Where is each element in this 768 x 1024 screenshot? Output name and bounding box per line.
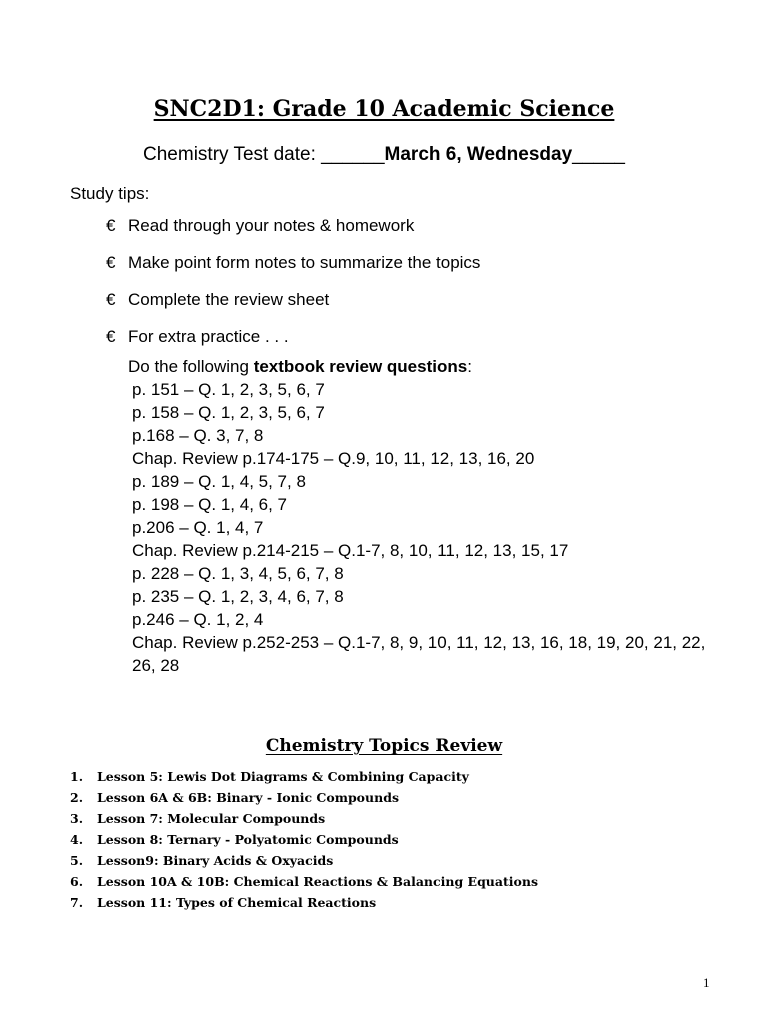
topic-number: 7. bbox=[70, 895, 84, 910]
topic-text: Lesson9: Binary Acids & Oxyacids bbox=[97, 853, 334, 868]
euro-bullet-icon: € bbox=[106, 327, 116, 346]
topic-item bbox=[70, 787, 538, 808]
review-questions-list bbox=[128, 378, 718, 677]
question-item: p. 228 – Q. 1, 3, 4, 5, 6, 7, 8 bbox=[132, 564, 344, 583]
topic-item bbox=[70, 871, 538, 892]
topic-item bbox=[70, 829, 538, 850]
question-item: p.206 – Q. 1, 4, 7 bbox=[132, 518, 264, 537]
question-item: p.168 – Q. 3, 7, 8 bbox=[132, 426, 264, 445]
question-item: p. 198 – Q. 1, 4, 6, 7 bbox=[132, 495, 287, 514]
question-item: Chap. Review p.214-215 – Q.1-7, 8, 10, 11, 12, 13, 15, 17 bbox=[132, 541, 569, 560]
question-item: Chap. Review p.174-175 – Q.9, 10, 11, 12, 13, 16, 20 bbox=[132, 449, 535, 468]
topic-item bbox=[70, 766, 538, 787]
topic-number: 3. bbox=[70, 811, 84, 826]
question-item: Chap. Review p.252-253 – Q.1-7, 8, 9, 10, 11, 12, 13, 16, 18, 19, 20, 21, 22, 26, 28 bbox=[132, 633, 706, 675]
practice-intro bbox=[128, 355, 718, 378]
practice-section bbox=[128, 355, 718, 677]
question-item: p.246 – Q. 1, 2, 4 bbox=[132, 610, 264, 629]
topic-number: 4. bbox=[70, 832, 84, 847]
study-tip bbox=[106, 253, 480, 290]
euro-bullet-icon: € bbox=[106, 290, 116, 309]
topic-number: 6. bbox=[70, 874, 84, 889]
topics-heading: Chemistry Topics Review bbox=[265, 736, 503, 757]
topic-item bbox=[70, 892, 538, 913]
topic-number: 2. bbox=[70, 790, 84, 805]
topic-item bbox=[70, 850, 538, 871]
study-tip-text: Complete the review sheet bbox=[128, 290, 330, 309]
test-date-label: Chemistry Test date: ______ bbox=[143, 144, 385, 165]
topic-text: Lesson 7: Molecular Compounds bbox=[97, 811, 326, 826]
document-title: SNC2D1: Grade 10 Academic Science bbox=[153, 96, 615, 122]
study-tip-text: Make point form notes to summarize the topics bbox=[128, 253, 481, 272]
practice-intro-bold: textbook review questions bbox=[253, 357, 468, 376]
study-tip-text: For extra practice . . . bbox=[128, 327, 289, 346]
euro-bullet-icon: € bbox=[106, 216, 116, 235]
question-item: p. 158 – Q. 1, 2, 3, 5, 6, 7 bbox=[132, 403, 325, 422]
topic-text: Lesson 11: Types of Chemical Reactions bbox=[97, 895, 377, 910]
test-date-value: March 6, Wednesday bbox=[384, 144, 573, 165]
topic-text: Lesson 5: Lewis Dot Diagrams & Combining Capacity bbox=[97, 769, 469, 784]
test-date-line bbox=[0, 144, 768, 166]
practice-intro-suffix: : bbox=[467, 357, 472, 376]
topics-list bbox=[70, 766, 538, 913]
page-number: 1 bbox=[703, 975, 710, 990]
question-item: p. 151 – Q. 1, 2, 3, 5, 6, 7 bbox=[132, 380, 325, 399]
study-tip bbox=[106, 216, 480, 253]
study-tip-text: Read through your notes & homework bbox=[128, 216, 415, 235]
practice-intro-prefix: Do the following bbox=[128, 357, 254, 376]
study-tips-list bbox=[106, 216, 480, 364]
test-date-trailing: _____ bbox=[572, 144, 625, 165]
topic-number: 5. bbox=[70, 853, 84, 868]
topic-text: Lesson 6A & 6B: Binary - Ionic Compounds bbox=[97, 790, 399, 805]
topic-text: Lesson 10A & 10B: Chemical Reactions & Balancing Equations bbox=[97, 874, 538, 889]
topic-number: 1. bbox=[70, 769, 84, 784]
study-tip bbox=[106, 290, 480, 327]
euro-bullet-icon: € bbox=[106, 253, 116, 272]
topic-item bbox=[70, 808, 538, 829]
study-tips-label: Study tips: bbox=[70, 184, 150, 203]
topic-text: Lesson 8: Ternary - Polyatomic Compounds bbox=[97, 832, 399, 847]
question-item: p. 235 – Q. 1, 2, 3, 4, 6, 7, 8 bbox=[132, 587, 344, 606]
question-item: p. 189 – Q. 1, 4, 5, 7, 8 bbox=[132, 472, 306, 491]
